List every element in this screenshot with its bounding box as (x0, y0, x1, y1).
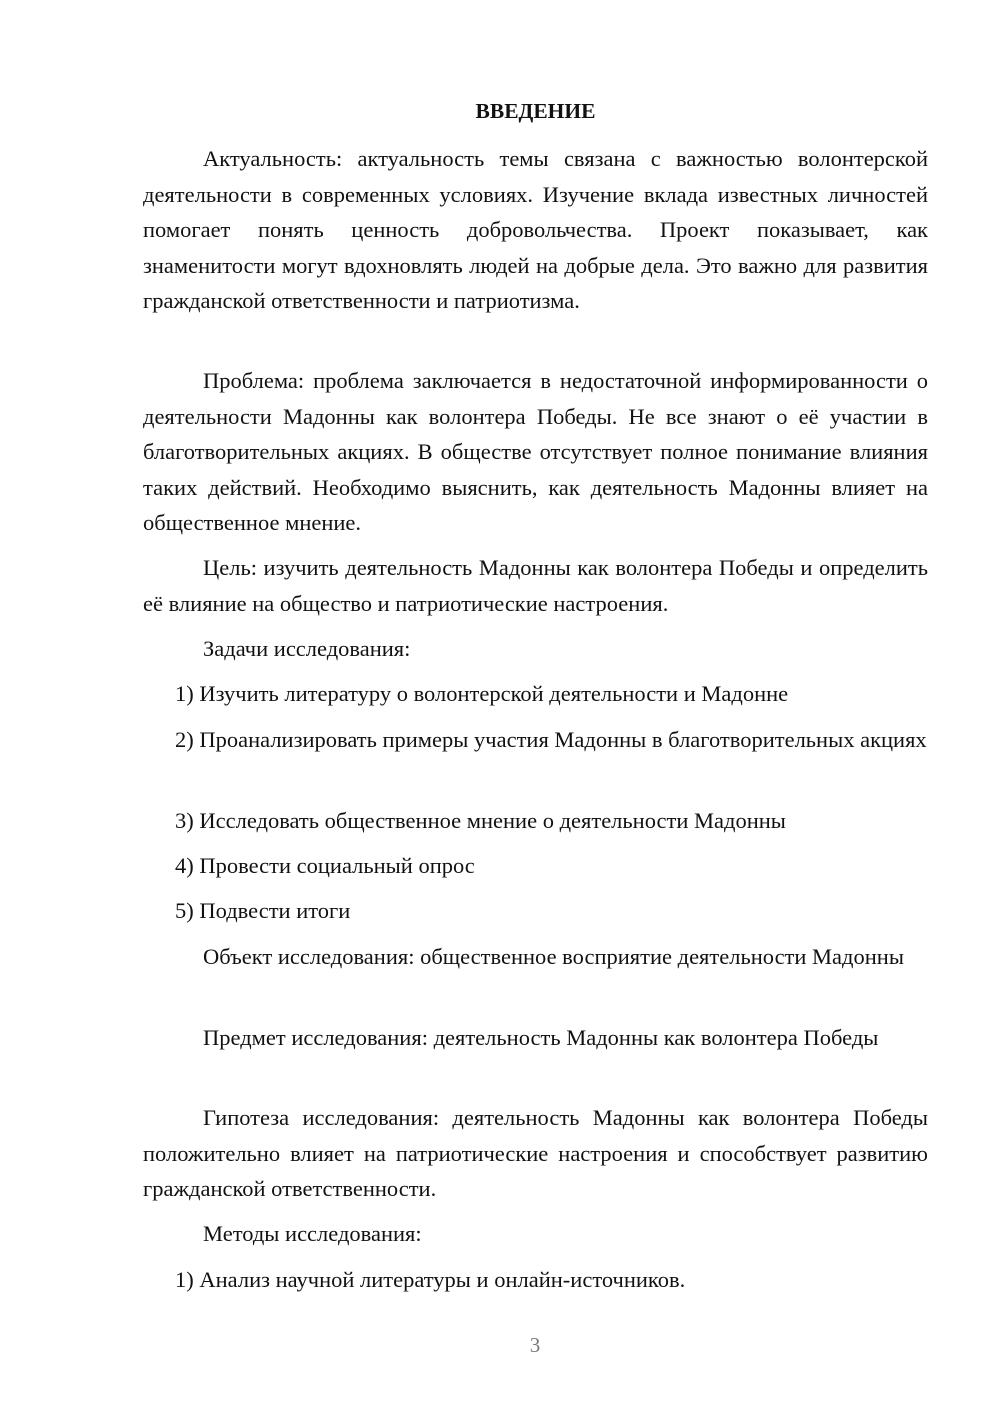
relevance-paragraph: Актуальность: актуальность темы связана с важностью волонтерской деятельности в современных условиях. Изучение вклада известных личностей помогает понять ценность добровольчества. Проект показывает, как знаменитости могут вдохновлять людей на добрые дела. Это важно для развития гражданской ответственности и патриотизма. (143, 146, 928, 313)
object-paragraph: Объект исследования: общественное восприятие деятельности Мадонны (203, 944, 904, 969)
page-number: 3 (529, 1333, 541, 1357)
tasks-title: Задачи исследования: (203, 636, 411, 661)
task-item-3: 3) Исследовать общественное мнение о деятельности Мадонны (175, 808, 786, 833)
task-item-4: 4) Провести социальный опрос (175, 853, 475, 878)
page-heading: ВВЕДЕНИЕ (475, 99, 596, 123)
task-item-5: 5) Подвести итоги (175, 898, 351, 923)
method-item-1: 1) Анализ научной литературы и онлайн-источников. (175, 1267, 686, 1292)
task-item-2: 2) Проанализировать примеры участия Мадонны в благотворительных акциях (175, 727, 927, 752)
hypothesis-paragraph: Гипотеза исследования: деятельность Мадонны как волонтера Победы положительно влияет на патриотические настроения и способствует развитию гражданской ответственности. (143, 1105, 928, 1201)
task-item-1: 1) Изучить литературу о волонтерской деятельности и Мадонне (175, 681, 789, 706)
problem-paragraph: Проблема: проблема заключается в недостаточной информированности о деятельности Мадонны как волонтера Победы. Не все знают о её участии в благотворительных акциях. В обществе отсутствует полное понимание влияния таких действий. Необходимо выяснить, как деятельность Мадонны влияет на общественное мнение. (143, 368, 928, 535)
methods-title: Методы исследования: (203, 1221, 422, 1246)
subject-paragraph: Предмет исследования: деятельность Мадонны как волонтера Победы (203, 1025, 879, 1050)
goal-paragraph: Цель: изучить деятельность Мадонны как волонтера Победы и определить её влияние на общество и патриотические настроения. (143, 555, 928, 616)
